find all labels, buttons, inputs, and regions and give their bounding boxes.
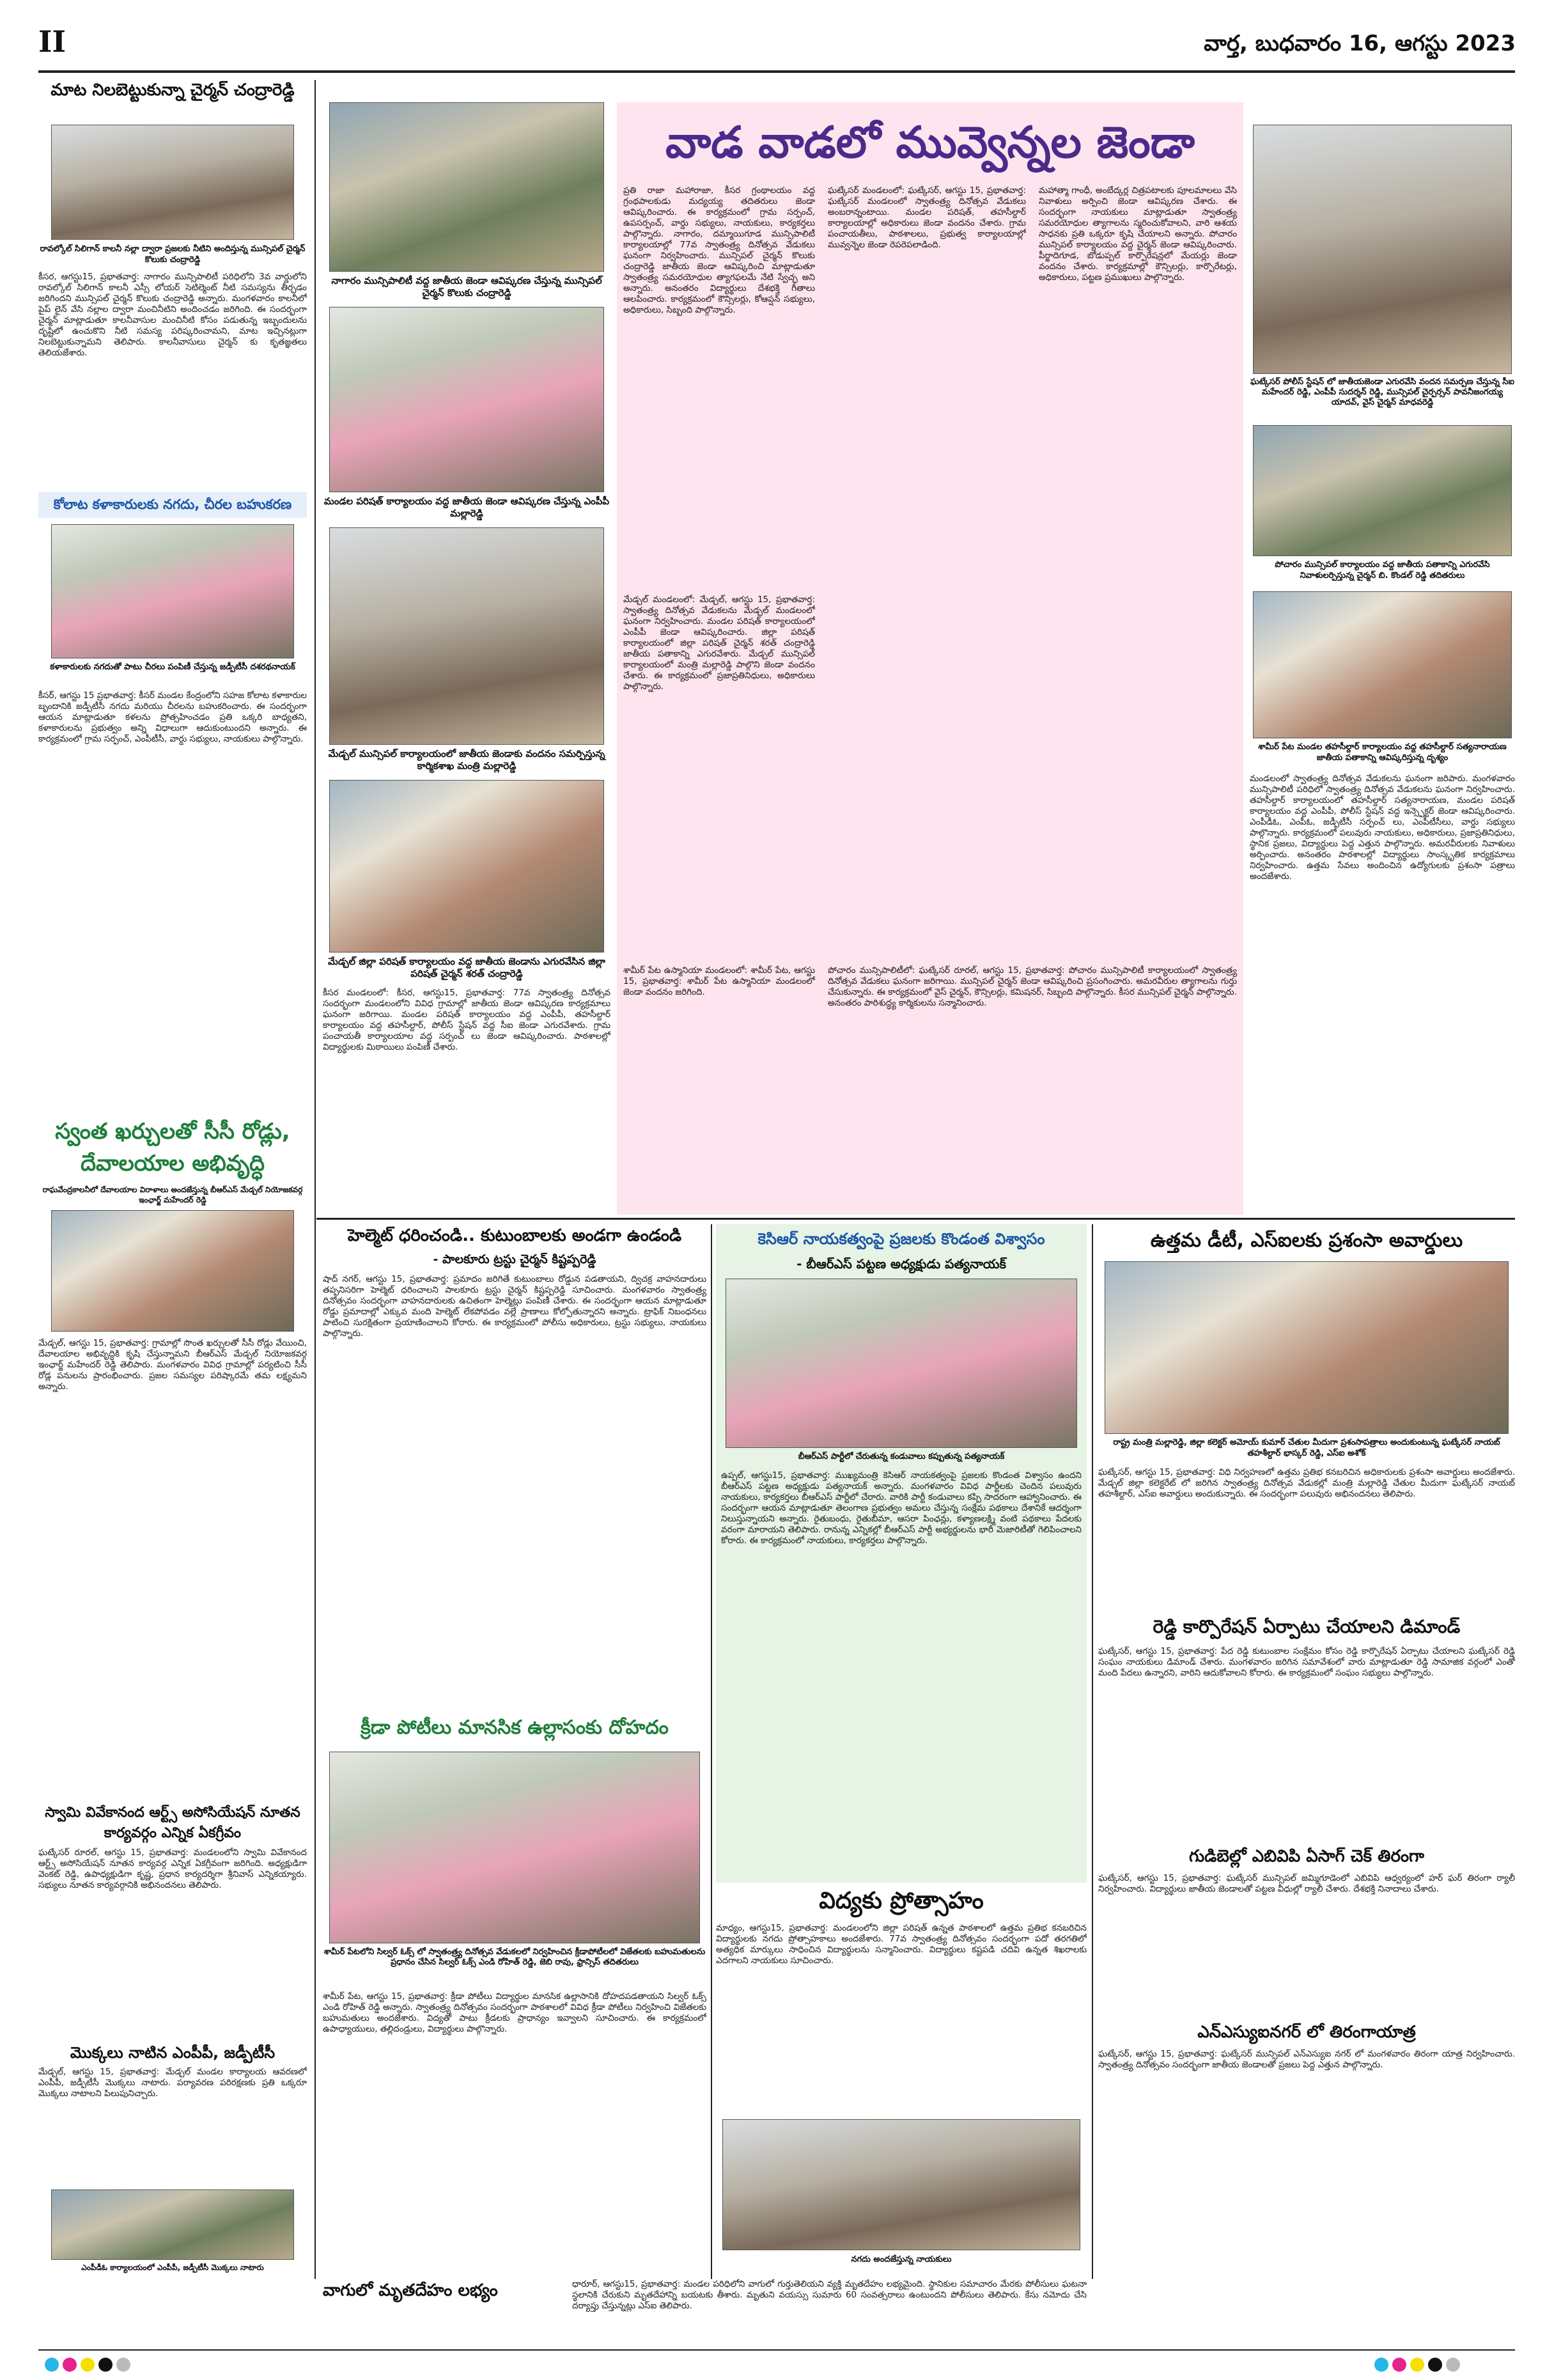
masthead-date: వార్త, బుధవారం 16, ఆగస్టు 2023	[1204, 31, 1516, 56]
kcr-headline: కెసిఆర్ నాయకత్వంపై ప్రజలకు కొండంత విశ్వాసం	[758, 1230, 1045, 1248]
center-photo-2	[329, 307, 604, 492]
education-para: మాధ్యం, ఆగస్టు15, ప్రభాతవార్త: మండలంలోని జిల్లా పరిషత్ ఉన్నత పాఠశాలలో ఉత్తమ ప్రతిభ కనబరిచిన విద్యార్థులకు నగదు ప్రోత్సాహకాలు అందజేశారు. 77వ స్వాతంత్ర్య దినోత్సవం సందర్భంగా పదో తరగతిలో అత్యధిక మార్కులు సాధించిన విద్యార్థులను సన్మానించారు. విద్యార్థులు కష్టపడి చదివి ఉన్నత శిఖరాలకు ఎదగాలని నాయకులు సూచించారు.	[716, 1923, 1087, 1966]
cyan-dot	[45, 2358, 59, 2372]
center-photo-3	[329, 527, 604, 745]
col1-para-1: కీసర, ఆగస్టు15, ప్రభాతవార్త: నాగారం మున్సిపాలిటీ పరిధిలోని 3వ వార్డులోని రావల్కోల్ సిలిగాన్ కాలనీ ఎస్సీ లోయర్ సెటిల్మెంట్ నీటి సమస్యను తీర్చడం జరిగిందని మున్సిపల్ చైర్మన్ కొలుకు చంద్రారెడ్డి అన్నారు. మంగళవారం కాలనీలో పైప్ లైన్ వేసి నల్లాల ద్వారా మంచినీటిని అందించడం జరిగింది. ఈ సందర్భంగా చైర్మన్ మాట్లాడుతూ కాలనీవాసుల మంచినీటి కోసం పడుతున్న ఇబ్బందులను దృష్టిలో ఉంచుకొని నీటి సమస్య పరిష్కరించామని, మాట ఇచ్చినట్లుగా నిలబెట్టుకున్నామని తెలిపారు. కాలనీవాసులు చైర్మన్ కు కృతజ్ఞతలు తెలియజేశారు.	[38, 272, 307, 358]
divider-bottom-2	[1092, 1224, 1093, 2279]
center-caption-2: మండల పరిషత్ కార్యాలయం వద్ద జాతీయ జెండా ఆవిష్కరణ చేస్తున్న ఎంపీపీ మల్లారెడ్డి	[323, 495, 610, 522]
story-helmet	[323, 1224, 706, 1710]
col1-caption-3: రాఘవేంద్రకాలనీలో దేవాలయాల విరాళాలు అందజేస్తున్న బీఆర్ఎస్ మేడ్చల్ నియోజకవర్గ ఇంఛార్జ్ మహేందర్ రెడ్డి	[38, 1185, 307, 1206]
col1-subhead-3: మొక్కలు నాటిన ఎంపీపీ, జడ్పీటీసీ	[70, 2044, 276, 2062]
reddy-para: ఘట్కేసర్, ఆగస్టు 15, ప్రభాతవార్త: పేద రెడ్డి కుటుంబాల సంక్షేమం కోసం రెడ్డి కార్పొరేషన్ ఏర్పాటు చేయాలని ఘట్కేసర్ రెడ్డి సంఘం నాయకులు డిమాండ్ చేశారు. మంగళవారం జరిగిన సమావేశంలో వారు మాట్లాడుతూ రెడ్డి సామాజిక వర్గంలో ఎంతో మంది పేదలు ఉన్నారని, వారిని ఆదుకోవాలని కోరారు. ఈ కార్యక్రమంలో సంఘం సభ్యులు పాల్గొన్నారు.	[1098, 1646, 1515, 1678]
col1-para-2: కీసర్, ఆగస్టు 15 ప్రభాతవార్త: కీసర్ మండల కేంద్రంలోని సహజ కోలాట కళాకారుల బృందానికి జడ్పీటీసీ నగదు మరియు చీరలను బహుకరించారు. ఈ సందర్భంగా ఆయన మాట్లాడుతూ కళలను ప్రోత్సహించడం ప్రతి ఒక్కరి బాధ్యతని, కళాకారులను ప్రభుత్వం అన్ని విధాలుగా ఆదుకుంటుందని అన్నారు. ఈ కార్యక్రమంలో గ్రామ సర్పంచ్, ఎంపీటీసీ, వార్డు సభ్యులు, నాయకులు పాల్గొన్నారు.	[38, 690, 307, 744]
center-body-4: ఘట్కేసర్ మండలంలో: ఘట్కేసర్, ఆగస్టు 15, ప్రభాతవార్త: ఘట్కేసర్ మండలంలో స్వాతంత్ర్య దినోత్సవ వేడుకలు అంబరాన్నంటాయి. మండల పరిషత్, తహసీల్దార్ కార్యాలయాల్లో అధికారులు జెండా వందనం చేశారు. గ్రామ పంచాయతీలు, పాఠశాలలు, ప్రభుత్వ కార్యాలయాల్లో మువ్వన్నెల జెండా రెపరెపలాడింది.	[828, 185, 1026, 250]
center-caption-3: మేడ్చల్ మున్సిపల్ కార్యాలయంలో జాతీయ జెండాకు వందనం సమర్పిస్తున్న కార్మికశాఖ మంత్రి మల్లారెడ్డి	[323, 748, 610, 775]
awards-photo	[1105, 1261, 1509, 1434]
story-kcr	[716, 1224, 1087, 1883]
col1-photo-1	[51, 125, 294, 240]
right-photo-2	[1253, 425, 1512, 556]
abvp-para: ఘట్కేసర్, ఆగస్టు 15, ప్రభాతవార్త: ఘట్కేసర్ మున్సిపల్ జమ్మిగూడెంలో ఎబివిపి ఆధ్వర్యంలో హర్ ఘర్ తిరంగా ర్యాలీ నిర్వహించారు. విద్యార్థులు జాతీయ జెండాలతో పట్టణ వీధుల్లో ర్యాలీ చేశారు. దేశభక్తి నినాదాలు చేశారు.	[1098, 1873, 1515, 1894]
kcr-para: ఉప్పల్, ఆగస్టు15, ప్రభాతవార్త: ముఖ్యమంత్రి కెసిఆర్ నాయకత్వంపై ప్రజలకు కొండంత విశ్వాసం ఉందని బీఆర్ఎస్ పట్టణ అధ్యక్షుడు పత్యనాయక్ అన్నారు. మంగళవారం వివిధ పార్టీలకు చెందిన పలువురు నాయకులు, కార్యకర్తలు బీఆర్ఎస్ పార్టీలో చేరారు. వారికి పార్టీ కండువాలు కప్పి సాదరంగా ఆహ్వానించారు. ఈ సందర్భంగా ఆయన మాట్లాడుతూ తెలంగాణ ప్రభుత్వం అమలు చేస్తున్న సంక్షేమ పథకాలు దేశానికే ఆదర్శంగా నిలుస్తున్నాయని అన్నారు. రైతుబంధు, రైతుబీమా, ఆసరా పింఛన్లు, కళ్యాణలక్ష్మి వంటి పథకాలు పేదలకు వరంగా మారాయని తెలిపారు. రానున్న ఎన్నికల్లో బీఆర్ఎస్ పార్టీ అభ్యర్థులను భారీ మెజారిటీతో గెలిపించాలని కోరారు. ఈ కార్యక్రమంలో నాయకులు, కార్యకర్తలు పాల్గొన్నారు.	[721, 1470, 1082, 1546]
river-headline: వాగులో మృతదేహం లభ్యం	[323, 2281, 498, 2300]
col1-subhead-2: స్వామి వివేకానంద ఆర్ట్స్ అసోసియేషన్ నూతన కార్యవర్గం ఎన్నిక ఏకగ్రీవం	[45, 1805, 300, 1841]
center-title: వాడ వాడలో మువ్వెన్నల జెండా	[665, 118, 1195, 168]
right-photo-1	[1253, 125, 1512, 374]
right-column	[1250, 80, 1515, 1231]
nsui-para: ఘట్కేసర్, ఆగస్టు 15, ప్రభాతవార్త: ఘట్కేసర్ మున్సిపల్ ఎన్ఎస్యుఐ నగర్ లో మంగళవారం తిరంగా యాత్ర నిర్వహించారు. స్వాతంత్ర్య దినోత్సవం సందర్భంగా జాతీయ జెండాలతో ప్రజలు పెద్ద ఎత్తున పాల్గొన్నారు.	[1098, 2049, 1515, 2070]
yellow-dot	[81, 2358, 95, 2372]
col1-caption-1: రావల్కోల్ సిలిగాన్ కాలనీ నల్లా ద్వారా ప్రజలకు నీటిని అందిస్తున్న మున్సిపల్ చైర్మన్ కొలుకు చంద్రారెడ్డి	[38, 244, 307, 269]
page-number: II	[38, 24, 66, 59]
sports-caption: శామీర్ పేటలోని సిల్వర్ ఓక్స్ లో స్వాతంత్ర్య దినోత్సవ వేడుకలలో నిర్వహించిన క్రీడాపోటీలలో విజేతలకు బహుమతులను ప్రధానం చేసిన సిల్వర్ ఓక్స్ ఎండి రోహిత్ రెడ్డి, జెబి రావు, ఫ్రాన్సిస్ తదితరులు	[323, 1947, 706, 1986]
col1-para-3: మేడ్చల్, ఆగస్టు 15, ప్రభాతవార్త: గ్రామాల్లో సొంత ఖర్చులతో సీసీ రోడ్లు వేయించి, దేవాలయాల అభివృద్ధికి కృషి చేస్తున్నామని బీఆర్ఎస్ మేడ్చల్ నియోజకవర్గ ఇంఛార్జ్ మహేందర్ రెడ్డి తెలిపారు. మంగళవారం వివిధ గ్రామాల్లో పర్యటించి సీసీ రోడ్ల పనులను ప్రారంభించారు. ప్రజల సమస్యల పరిష్కారమే తమ లక్ష్యమని అన్నారు.	[38, 1338, 307, 1392]
center-body-7: శామీర్ పేట ఉస్మానియా మండలంలో: శామీర్ పేట, ఆగస్టు 15, ప్రభాతవార్త: శామీర్ పేట ఉస్మానియా మండలంలో జెండా వందనం జరిగింది.	[623, 965, 815, 997]
center-story	[617, 102, 1243, 1215]
right-caption-2: పోచారం మున్సిపల్ కార్యాలయం వద్ద జాతీయ పతాకాన్ని ఎగురవేసి నివాళులర్పిస్తున్న చైర్మన్ బి. కొండల్ రెడ్డి తదితరులు	[1250, 559, 1515, 585]
col1-para-4: ఘట్కేసర్ రూరల్, ఆగస్టు 15, ప్రభాతవార్త: మండలంలోని స్వామి వివేకానంద ఆర్ట్స్ అసోసియేషన్ నూతన కార్యవర్గ ఎన్నిక ఏకగ్రీవంగా జరిగింది. అధ్యక్షుడిగా వెంకట్ రెడ్డి, ఉపాధ్యక్షుడిగా కృష్ణ, ప్రధాన కార్యదర్శిగా శ్రీనివాస్ ఎన్నికయ్యారు. సభ్యులు నూతన కార్యవర్గానికి అభినందనలు తెలిపారు.	[38, 1847, 307, 1890]
magenta-dot	[63, 2358, 77, 2372]
grey-dot	[1446, 2358, 1460, 2372]
registration-dots-right	[1374, 2358, 1464, 2374]
header-rule	[38, 70, 1515, 73]
col1-photo-3	[51, 1210, 294, 1332]
education-headline: విద్యకు ప్రోత్సాహం	[819, 1888, 984, 1914]
sports-headline: క్రీడా పోటీలు మానసిక ఉల్లాసంకు దోహదం	[361, 1716, 669, 1739]
center-caption-1: నాగారం మున్సిపాలిటీ వద్ద జాతీయ జెండా ఆవిష్కరణ చేస్తున్న మున్సిపల్ చైర్మన్ కొలుకు చంద్రారెడ్డి	[323, 275, 610, 302]
awards-para: ఘట్కేసర్, ఆగస్టు 15, ప్రభాతవార్త: విధి నిర్వహణలో ఉత్తమ ప్రతిభ కనబరిచిన అధికారులకు ప్రశంసా అవార్డులు అందజేశారు. మేడ్చల్ జిల్లా కలెక్టరేట్ లో జరిగిన స్వాతంత్ర్య దినోత్సవ వేడుకల్లో మంత్రి మల్లారెడ్డి చేతుల మీదుగా ఘట్కేసర్ నాయబ్ తహశీల్దార్, ఎస్ఐ అవార్డులు అందుకున్నారు. ఈ సందర్భంగా పలువురు అభినందనలు తెలిపారు.	[1098, 1467, 1515, 1499]
col1-para-5: మేడ్చల్, ఆగస్టు 15, ప్రభాతవార్త: మేడ్చల్ మండల కార్యాలయ ఆవరణలో ఎంపీపీ, జడ్పీటీసీ మొక్కలు నాటారు. పర్యావరణ పరిరక్షణకు ప్రతి ఒక్కరూ మొక్కలు నాటాలని పిలుపునిచ్చారు.	[38, 2067, 307, 2099]
right-caption-3: శామీర్ పేట మండల తహసీల్దార్ కార్యాలయం వద్ద తహసీల్దార్ సత్యనారాయణ జాతీయ పతాకాన్ని ఆవిష్కరిస్తున్న దృశ్యం	[1250, 742, 1515, 767]
right-photo-3	[1253, 591, 1512, 738]
right-body-1: మండలంలో స్వాతంత్ర్య దినోత్సవ వేడుకలను ఘనంగా జరిపారు. మంగళవారం మున్సిపాలిటీ పరిధిలో స్వాతంత్ర్య దినోత్సవ వేడుకలను ఘనంగా నిర్వహించారు. తహసీల్దార్ కార్యాలయంలో తహసీల్దార్ సత్యనారాయణ, మండల పరిషత్ కార్యాలయం వద్ద ఎంపీపీ, పోలీస్ స్టేషన్ వద్ద ఇన్స్పెక్టర్ జెండా ఆవిష్కరించారు. ఎంపీడీఓ, ఎంపీఓ, జడ్పీటీసీ సర్పంచ్ లు, ఎంపీటీసీలు, వార్డు సభ్యులు పాల్గొన్నారు. కార్యక్రమంలో పలువురు నాయకులు, అధికారులు, ప్రజాప్రతినిధులు, స్థానిక ప్రజలు, విద్యార్థులు పెద్ద ఎత్తున పాల్గొన్నారు. అమరవీరులకు నివాళులు అర్పించారు. అనంతరం పాఠశాలల్లో విద్యార్థులు సాంస్కృతిక కార్యక్రమాలు నిర్వహించారు. ఉత్తమ సేవలు అందించిన ఉద్యోగులకు ప్రశంసా పత్రాలు అందజేశారు.	[1250, 774, 1515, 882]
education-caption: నగదు అందజేస్తున్న నాయకులు	[716, 2254, 1087, 2269]
black-dot	[98, 2358, 113, 2372]
col1-headline: మాట నిలబెట్టుకున్నా చైర్మన్ చంద్రారెడ్డి	[51, 81, 295, 100]
awards-headline: ఉత్తమ డీటీ, ఎస్ఐలకు ప్రశంసా అవార్డులు	[1150, 1229, 1463, 1252]
sports-photo	[329, 1752, 700, 1943]
col1-photo-2	[51, 524, 294, 658]
center-photos	[323, 80, 610, 1231]
reddy-headline: రెడ్డి కార్పొరేషన్ ఏర్పాటు చేయాలని డిమాండ్	[1153, 1616, 1461, 1637]
mid-rule	[316, 1218, 1515, 1220]
abvp-headline: గుడిబెల్లో ఎబివిపి ఏసాగ్ చెక్ తిరంగా	[1188, 1847, 1425, 1866]
col1-highlight: స్వంత ఖర్చులతో సీసీ రోడ్లు, దేవాలయాల అభివృద్ధి	[55, 1119, 290, 1176]
footer-rule	[38, 2349, 1515, 2351]
center-body-3: కీసర మండలంలో: కీసర, ఆగస్టు15, ప్రభాతవార్త: 77వ స్వాతంత్ర్య దినోత్సవ సందర్భంగా మండలంలోని వివిధ గ్రామాల్లో జాతీయ జెండా ఆవిష్కరణ కార్యక్రమాలు ఘనంగా జరిగాయి. మండల పరిషత్ కార్యాలయం వద్ద ఎంపీపీ, తహసీల్దార్ కార్యాలయం వద్ద తహసీల్దార్, పోలీస్ స్టేషన్ వద్ద సీఐ జెండా ఎగురవేశారు. గ్రామ పంచాయతీ కార్యాలయాల వద్ద సర్పంచ్ లు జెండా ఆవిష్కరించారు. పాఠశాలల్లో విద్యార్థులకు మిఠాయిలు పంపిణీ చేశారు.	[323, 988, 610, 1052]
divider-col1	[315, 80, 316, 2279]
registration-dots-left	[45, 2358, 134, 2374]
kcr-photo	[726, 1279, 1077, 1448]
center-caption-4: మేడ్చల్ జిల్లా పరిషత్ కార్యాలయం వద్ద జాతీయ జెండాను ఎగురవేసిన జిల్లా పరిషత్ చైర్మన్ శరత్ చంద్రారెడ్డి	[323, 956, 610, 983]
awards-caption: రాష్ట్ర మంత్రి మల్లారెడ్డి, జిల్లా కలెక్టర్ అమోయ్ కుమార్ చేతుల మీదుగా ప్రశంసాపత్రాలు అందుకుంటున్న ఘట్కేసర్ నాయబ్ తహశీల్దార్ భాస్కర్ రెడ్డి, ఎస్ఐ అశోక్	[1098, 1437, 1515, 1463]
center-photo-1	[329, 102, 604, 272]
helmet-headline: హెల్మెట్ ధరించండి.. కుటుంబాలకు అండగా ఉండండి	[347, 1226, 682, 1245]
center-body-1: ప్రతి రాజా మహారాజా, కీసర గ్రంథాలయం వద్ద గ్రంథపాలకుడు మద్యయ్య తదితరులు జెండా ఆవిష్కరించారు. ఈ కార్యక్రమంలో గ్రామ సర్పంచ్, ఉపసర్పంచ్, వార్డు సభ్యులు, నాయకులు, కార్యకర్తలు పాల్గొన్నారు. నాగారం, దమ్మాయిగూడ మున్సిపాలిటీ కార్యాలయాల్లో 77వ స్వాతంత్ర్య దినోత్సవ వేడుకలు ఘనంగా నిర్వహించారు. మున్సిపల్ చైర్మన్ కొలుకు చంద్రారెడ్డి జాతీయ జెండా ఆవిష్కరించి మాట్లాడుతూ స్వాతంత్ర్య సమరయోధుల త్యాగఫలమే నేటి స్వేచ్ఛ అని అన్నారు. అనంతరం విద్యార్థులు దేశభక్తి గీతాలు ఆలపించారు. కార్యక్రమంలో కౌన్సిలర్లు, కోఆప్షన్ సభ్యులు, అధికారులు, సిబ్బంది పాల్గొన్నారు.	[623, 185, 815, 315]
kcr-subhead: - బీఆర్ఎస్ పట్టణ అధ్యక్షుడు పత్యనాయక్	[796, 1256, 1006, 1272]
black-dot	[1428, 2358, 1442, 2372]
yellow-dot	[1410, 2358, 1424, 2372]
left-column	[38, 80, 307, 2279]
helmet-subhead: - పాలకూరు ట్రస్టు చైర్మన్ కిష్టప్పరెడ్డి	[433, 1252, 596, 1266]
story-awards	[1098, 1224, 1515, 2279]
center-body-5: మహాత్మా గాంధీ, అంబేద్కర్ల చిత్రపటాలకు పూలమాలలు వేసి నివాళులు అర్పించి జెండా ఆవిష్కరణ చేశారు. ఈ సందర్భంగా నాయకులు మాట్లాడుతూ స్వాతంత్ర్య సమరయోధుల త్యాగాలను స్మరించుకోవాలని, వారి ఆశయ సాధనకు ప్రతి ఒక్కరూ కృషి చేయాలని అన్నారు. పోచారం మున్సిపల్ కార్యాలయం వద్ద చైర్మన్ జెండా ఆవిష్కరించారు. పీర్జాదిగూడ, బోడుప్పల్ కార్పొరేషన్లలో మేయర్లు జెండా వందనం చేశారు. కార్యక్రమాల్లో కౌన్సిలర్లు, కార్పొరేటర్లు, అధికారులు, పట్టణ ప్రముఖులు పాల్గొన్నారు.	[1039, 185, 1237, 283]
nsui-headline: ఎన్ఎస్యుఐనగర్ లో తిరంగాయాత్ర	[1197, 2023, 1416, 2042]
river-story	[323, 2279, 1087, 2343]
divider-bottom-1	[711, 1224, 712, 2279]
story-education	[716, 1886, 1087, 2276]
col1-photo-4	[51, 2189, 294, 2260]
right-caption-1: ఘట్కేసర్ పోలీస్ స్టేషన్ లో జాతీయజెండా ఎగురవేసి వందన సమర్పణ చేస్తున్న సీఐ మహేందర్ రెడ్డి, ఎంపీపీ సుదర్శన్ రెడ్డి, మున్సిపల్ చైర్పర్సన్ పావనీజంగయ్య యాదవ్, వైస్ చైర్మన్ మాధవరెడ్డి	[1250, 377, 1515, 418]
sports-para: శామీర్ పేట, ఆగస్టు 15, ప్రభాతవార్త: క్రీడా పోటీలు విద్యార్థుల మానసిక ఉల్లాసానికి దోహదపడతాయని సిల్వర్ ఓక్స్ ఎండి రోహిత్ రెడ్డి అన్నారు. స్వాతంత్ర్య దినోత్సవం సందర్భంగా పాఠశాలలో వివిధ క్రీడా పోటీలు నిర్వహించి విజేతలకు బహుమతులు అందజేశారు. విద్యతో పాటు క్రీడలకు ప్రాధాన్యం ఇవ్వాలని సూచించారు. ఈ కార్యక్రమంలో ఉపాధ్యాయులు, తల్లిదండ్రులు, విద్యార్థులు పాల్గొన్నారు.	[323, 1991, 706, 2034]
center-body-6: పోచారం మున్సిపాలిటీలో: ఘట్కేసర్ రూరల్, ఆగస్టు 15, ప్రభాతవార్త: పోచారం మున్సిపాలిటీ కార్యాలయంలో స్వాతంత్ర్య దినోత్సవ వేడుకలు ఘనంగా జరిగాయి. మున్సిపల్ చైర్మన్ జెండా ఆవిష్కరించి ప్రసంగించారు. అమరవీరుల త్యాగాలను గుర్తు చేసుకున్నారు. ఈ కార్యక్రమంలో వైస్ చైర్మన్, కౌన్సిలర్లు, కమిషనర్, సిబ్బంది పాల్గొన్నారు. కీసర మున్సిపల్ చైర్మన్ పాల్గొన్నారు. అనంతరం పారిశుద్ధ్య కార్మికులను సన్మానించారు.	[828, 965, 1237, 1008]
center-body-2: మేడ్చల్ మండలంలో: మేడ్చల్, ఆగస్టు 15, ప్రభాతవార్త: స్వాతంత్ర్య దినోత్సవ వేడుకలను మేడ్చల్ మండలంలో ఘనంగా నిర్వహించారు. మండల పరిషత్ కార్యాలయంలో ఎంపీపీ జెండా ఆవిష్కరించారు. జిల్లా పరిషత్ కార్యాలయంలో జిల్లా పరిషత్ చైర్మన్ శరత్ చంద్రారెడ్డి జాతీయ పతాకాన్ని ఎగురవేశారు. మేడ్చల్ మున్సిపల్ కార్యాలయంలో మంత్రి మల్లారెడ్డి పాల్గొని జెండా వందనం చేశారు. ఈ కార్యక్రమంలో ప్రజాప్రతినిధులు, అధికారులు పాల్గొన్నారు.	[623, 595, 815, 692]
education-photo	[722, 2119, 1080, 2250]
col1-caption-4: ఎంపీడీఓ కార్యాలయంలో ఎంపీపీ, జడ్పీటీసీ మొక్కలు నాటారు	[38, 2262, 307, 2279]
center-photo-4	[329, 780, 604, 953]
grey-dot	[116, 2358, 130, 2372]
river-para: ధారూర్, ఆగస్టు15, ప్రభాతవార్త: మండల పరిధిలోని వాగులో గుర్తుతెలియని వ్యక్తి మృతదేహం లభ్యమైంది. స్థానికుల సమాచారం మేరకు పోలీసులు ఘటనా స్థలానికి చేరుకుని మృతదేహాన్ని బయటకు తీశారు. మృతుని వయస్సు సుమారు 60 సంవత్సరాలు ఉంటుందని పోలీసులు తెలిపారు. కేసు నమోదు చేసి దర్యాప్తు చేస్తున్నట్లు ఎస్ఐ తెలిపారు.	[572, 2279, 1087, 2311]
story-sports	[323, 1713, 706, 2276]
helmet-para: షాద్ నగర్, ఆగస్టు 15, ప్రభాతవార్త: ప్రమాదం జరిగితే కుటుంబాలు రోడ్డున పడతాయని, ద్విచక్ర వాహనదారులు తప్పనిసరిగా హెల్మెట్ ధరించాలని పాలకూరు ట్రస్టు చైర్మన్ కిష్టప్పరెడ్డి సూచించారు. మంగళవారం స్వాతంత్ర్య దినోత్సవం సందర్భంగా వాహనదారులకు ఉచితంగా హెల్మెట్లు పంపిణీ చేశారు. ఈ సందర్భంగా ఆయన మాట్లాడుతూ రోడ్డు ప్రమాదాల్లో ఎక్కువ మంది హెల్మెట్ లేకపోవడం వల్లే ప్రాణాలు కోల్పోతున్నారని అన్నారు. ట్రాఫిక్ నిబంధనలు పాటించి సురక్షితంగా ప్రయాణించాలని కోరారు. ఈ కార్యక్రమంలో పోలీసు అధికారులు, ట్రస్టు సభ్యులు, నాయకులు పాల్గొన్నారు.	[323, 1274, 706, 1339]
cyan-dot	[1374, 2358, 1388, 2372]
kcr-caption: బీఆర్ఎస్ పార్టీలో చేరుతున్న కండువాలు కప్పుతున్న పత్యనాయక్	[798, 1452, 1005, 1461]
col1-caption-2: కళాకారులకు నగదుతో పాటు చీరలు పంపిణీ చేస్తున్న జడ్పీటీసీ దశరథనాయక్	[38, 662, 307, 687]
magenta-dot	[1392, 2358, 1406, 2372]
col1-subhead-1: కోలాట కళాకారులకు నగదు, చీరల బహుకరణ	[38, 492, 307, 518]
